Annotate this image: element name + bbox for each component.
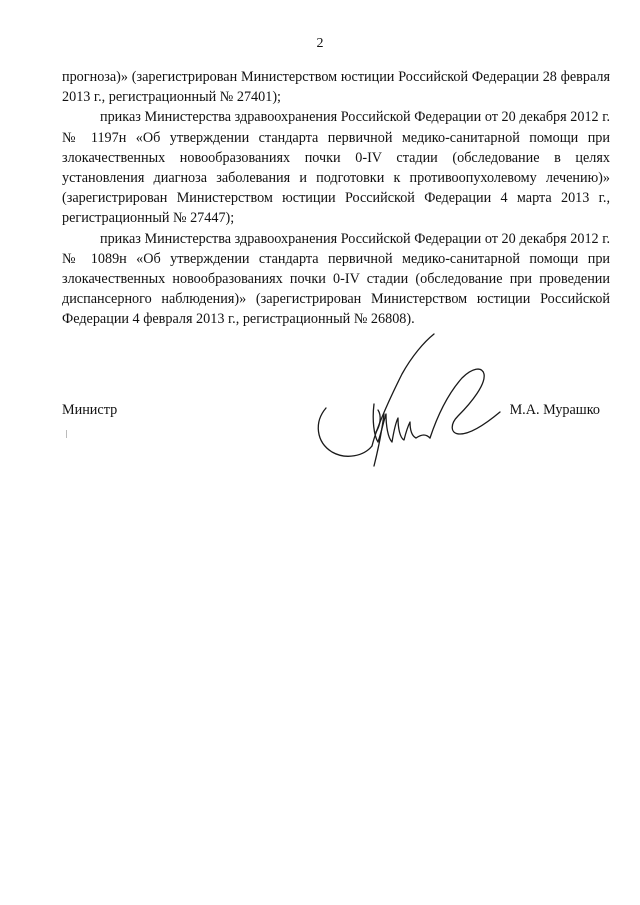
signatory-title: Министр <box>62 402 118 418</box>
document-body <box>62 67 610 330</box>
paragraph-order-1197n: приказ Министерства здравоохранения Российской Федерации от 20 декабря 2012 г. № 1197н «Об утверждении стандарта первичной медико-санитарной помощи при злокачественных новообразованиях почки 0-IV стадии (обследование в целях установления диагноза заболевания и подготовки к противоопухолевому лечению)» (зарегистрирован Министерством юстиции Российской Федерации 4 марта 2013 г., регистрационный № 27447); <box>62 109 610 227</box>
margin-mark <box>66 430 67 438</box>
handwritten-signature <box>312 330 512 470</box>
paragraph-continuation: прогноза)» (зарегистрирован Министерством юстиции Российской Федерации 28 февраля 2013 г., регистрационный № 27401); <box>62 69 610 106</box>
paragraph-order-1089n: приказ Министерства здравоохранения Российской Федерации от 20 декабря 2012 г. № 1089н «Об утверждении стандарта первичной медико-санитарной помощи при злокачественных новообразованиях почки 0-IV стадии (обследование при проведении диспансерного наблюдения)» (зарегистрирован Министерством юстиции Российской Федерации 4 февраля 2013 г., регистрационный № 26808). <box>62 230 610 328</box>
signatory-name: М.А. Мурашко <box>509 402 600 418</box>
page-number: 2 <box>316 36 324 51</box>
